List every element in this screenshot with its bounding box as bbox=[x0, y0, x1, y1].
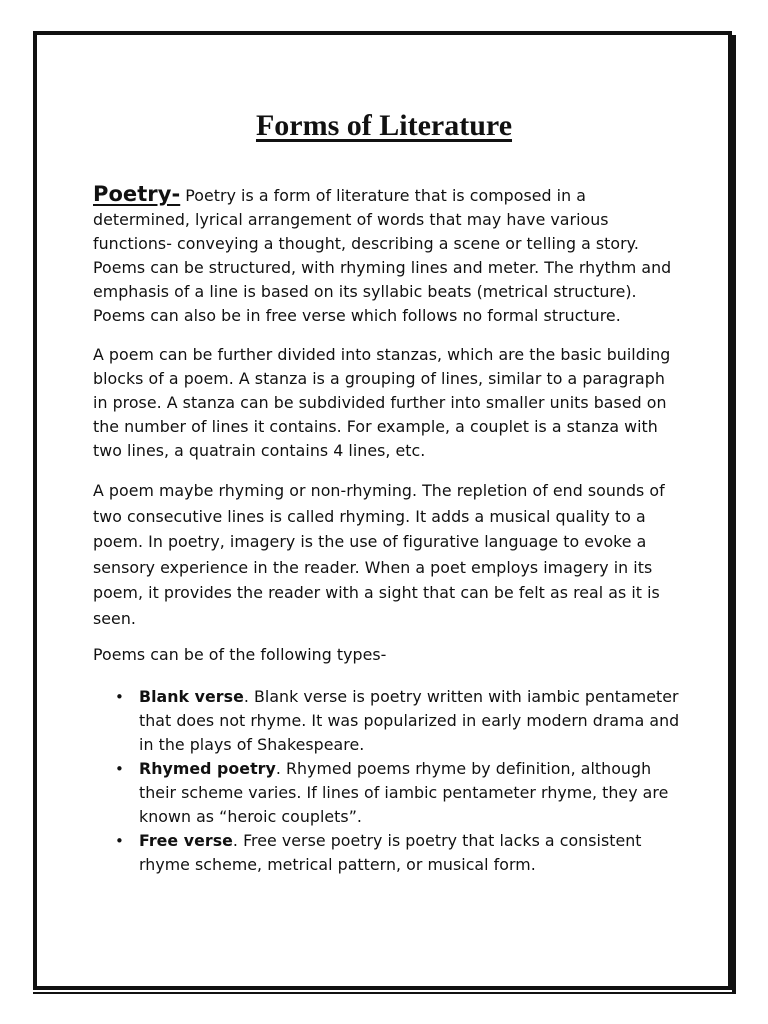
list-item bbox=[93, 685, 683, 757]
types-intro-paragraph: Poems can be of the following types- bbox=[93, 645, 387, 664]
document-title: Forms of Literature bbox=[255, 109, 513, 143]
section-heading-poetry: Poetry- bbox=[93, 182, 181, 206]
poem-types-list bbox=[93, 685, 683, 877]
document-body bbox=[93, 182, 683, 877]
list-item bbox=[93, 829, 683, 877]
term-description: . Free verse poetry is poetry that lacks a consistent rhyme scheme, metrical pattern, or musical form. bbox=[139, 831, 642, 874]
bullet-icon: • bbox=[115, 688, 124, 706]
poetry-intro-paragraph bbox=[93, 182, 683, 328]
bullet-icon: • bbox=[115, 832, 124, 850]
bullet-icon: • bbox=[115, 760, 124, 778]
list-item bbox=[93, 757, 683, 829]
rhyming-paragraph: A poem maybe rhyming or non-rhyming. The repletion of end sounds of two consecutive lines is called rhyming. It adds a musical quality to a poem. In poetry, imagery is the use of figurative language to evoke a sensory experience in the reader. When a poet employs imagery in its poem, it provides the reader with a sight that can be felt as real as it is seen. bbox=[93, 481, 665, 628]
paragraph-text: Poetry is a form of literature that is composed in a determined, lyrical arrangement of words that may have various functions- conveying a thought, describing a scene or telling a story. Poems can be structured, with rhyming lines and meter. The rhythm and emphasis of a line is based on its syllabic beats (metrical structure). Poems can also be in free verse which follows no formal structure. bbox=[93, 186, 672, 325]
term-label: Rhymed poetry bbox=[139, 759, 276, 778]
term-description: . Blank verse is poetry written with iambic pentameter that does not rhyme. It was popularized in early modern drama and in the plays of Shakespeare. bbox=[139, 687, 680, 754]
term-description: . Rhymed poems rhyme by definition, although their scheme varies. If lines of iambic pentameter rhyme, they are known as “heroic couplets”. bbox=[139, 759, 669, 826]
term-label: Free verse bbox=[139, 831, 233, 850]
stanza-paragraph: A poem can be further divided into stanzas, which are the basic building blocks of a poem. A stanza is a grouping of lines, similar to a paragraph in prose. A stanza can be subdivided further into smaller units based on the number of lines it contains. For example, a couplet is a stanza with two lines, a quatrain contains 4 lines, etc. bbox=[93, 345, 671, 460]
page-border-shadow-bottom bbox=[33, 992, 736, 994]
term-label: Blank verse bbox=[139, 687, 244, 706]
page-border-shadow-right bbox=[732, 35, 736, 994]
